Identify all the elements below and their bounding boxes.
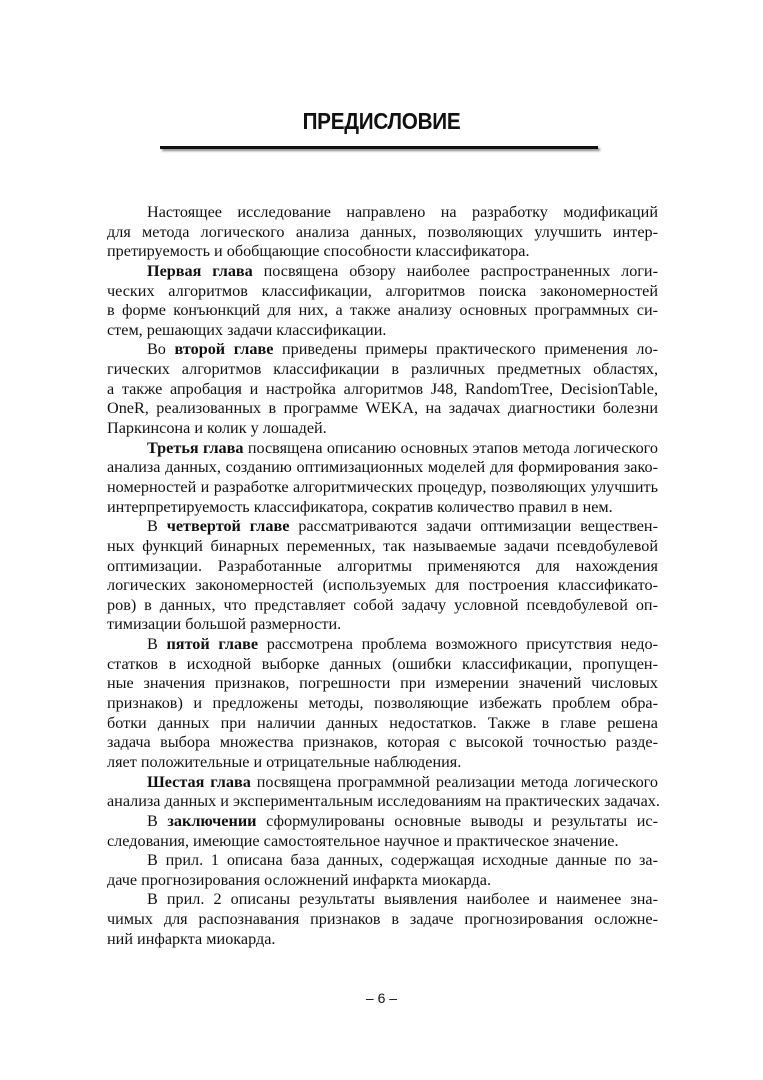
text-line [107, 537, 658, 557]
text-line [107, 615, 658, 635]
text-segment: логических закономерностей (используемых для построения классификато- [107, 576, 658, 595]
bold-text: пятой главе [166, 635, 259, 654]
paragraph [107, 340, 658, 438]
text-line [107, 399, 658, 419]
text-line [107, 714, 658, 734]
text-segment: задача выбора множества признаков, которая с высокой точностью разде- [107, 733, 658, 752]
text-segment: статков в исходной выборке данных (ошибки классификации, пропущен- [107, 654, 658, 673]
text-segment: в форме конъюнкций для них, а также анализу основных программных си- [107, 301, 658, 320]
paragraph [107, 890, 658, 949]
text-segment: приведены примеры практического применения ло- [273, 340, 658, 359]
text-segment: оптимизации. Разработанные алгоритмы применяются для нахождения [107, 556, 658, 575]
text-segment: стем, решающих задачи классификации. [107, 320, 387, 339]
paragraph [107, 635, 658, 772]
text-segment: для метода логического анализа данных, позволяющих улучшить интер- [107, 222, 658, 241]
text-segment: анализа данных и экспериментальным исследованиям на практических задачах. [107, 792, 660, 811]
text-segment: ные значения признаков, погрешности при измерении значений числовых [107, 674, 658, 693]
text-line [107, 262, 658, 282]
text-segment: претируемость и обобщающие способности классификатора. [107, 242, 530, 261]
text-line [107, 576, 658, 596]
bold-text: второй главе [174, 340, 274, 359]
document-body [107, 203, 658, 949]
text-line [107, 242, 658, 262]
text-segment: В прил. 2 описаны результаты выявления наиболее и наименее зна- [147, 890, 658, 909]
text-segment: чимых для распознавания признаков в задаче прогнозирования осложне- [107, 910, 658, 929]
text-line [107, 910, 658, 930]
paragraph [107, 439, 658, 518]
text-line [107, 635, 658, 655]
paragraph [107, 773, 658, 812]
text-line [107, 812, 658, 832]
text-segment: ботки данных при наличии данных недостатков. Также в главе решена [107, 713, 658, 732]
paragraph [107, 851, 658, 890]
text-segment: В прил. 1 описана база данных, содержащая исходные данные по за- [147, 851, 658, 870]
text-line [107, 694, 658, 714]
text-segment: следования, имеющие самостоятельное научное и практическое значение. [107, 831, 619, 850]
text-line [107, 871, 658, 891]
text-line [107, 301, 658, 321]
bold-text: четвертой главе [166, 517, 290, 536]
text-segment: сформулированы основные выводы и результаты ис- [256, 811, 658, 830]
text-line [107, 203, 658, 223]
text-line [107, 655, 658, 675]
bold-text: Третья глава [147, 438, 244, 457]
paragraph [107, 517, 658, 635]
text-segment: даче прогнозирования осложнений инфаркта миокарда. [107, 870, 491, 889]
text-line [107, 439, 658, 459]
text-segment: В [147, 517, 167, 536]
text-line [107, 380, 658, 400]
text-line [107, 223, 658, 243]
text-line [107, 930, 658, 950]
text-segment: анализа данных, созданию оптимизационных моделей для формирования зако- [107, 458, 658, 477]
text-line [107, 773, 658, 793]
text-segment: тимизации большой размерности. [107, 615, 342, 634]
text-line [107, 282, 658, 302]
text-segment: посвящена описанию основных этапов метода логического [243, 438, 658, 457]
page-number: – 6 – [365, 990, 398, 1006]
text-segment: рассматриваются задачи оптимизации веществен- [289, 517, 658, 536]
text-segment: OneR, реализованных в программе WEKA, на задачах диагностики болезни [107, 399, 658, 418]
text-segment: В [147, 635, 167, 654]
text-segment: ров) в данных, что представляет собой задачу условной псевдобулевой оп- [107, 595, 658, 614]
bold-text: заключении [167, 811, 257, 830]
text-segment: ляет положительные и отрицательные наблюдения. [107, 752, 462, 771]
text-segment: Во [147, 340, 175, 359]
bold-text: Шестая глава [147, 772, 251, 791]
paragraph [107, 812, 658, 851]
text-line [107, 458, 658, 478]
text-line [107, 498, 658, 518]
text-line [107, 340, 658, 360]
text-line [107, 517, 658, 537]
text-segment: ческих алгоритмов классификации, алгоритмов поиска закономерностей [107, 281, 658, 300]
text-segment: посвящена обзору наиболее распространенных логи- [252, 261, 658, 280]
text-segment: признаков) и предложены методы, позволяющие избежать проблем обра- [107, 694, 658, 713]
text-segment: гических алгоритмов классификации в различных предметных областях, [107, 360, 658, 379]
text-segment: В [147, 811, 168, 830]
text-line [107, 360, 658, 380]
text-line [107, 596, 658, 616]
text-line [107, 792, 658, 812]
text-line [107, 753, 658, 773]
paragraph [107, 262, 658, 341]
text-segment: Паркинсона и колик у лошадей. [107, 419, 327, 438]
title-underline [160, 146, 598, 149]
text-line [107, 832, 658, 852]
text-segment: посвящена программной реализации метода логического [250, 772, 658, 791]
text-line [107, 557, 658, 577]
text-line [107, 321, 658, 341]
text-segment: ний инфаркта миокарда. [107, 929, 276, 948]
text-line [107, 733, 658, 753]
text-segment: ных функций бинарных переменных, так называемые задачи псевдобулевой [107, 536, 658, 555]
paragraph [107, 203, 658, 262]
bold-text: Первая глава [147, 261, 253, 280]
text-line [107, 478, 658, 498]
text-line [107, 851, 658, 871]
text-segment: Настоящее исследование направлено на разработку модификаций [147, 203, 658, 221]
text-line [107, 890, 658, 910]
page-title: ПРЕДИСЛОВИЕ [302, 108, 461, 134]
text-line [107, 674, 658, 694]
text-segment: интерпретируемость классификатора, сократив количество правил в нем. [107, 497, 613, 516]
text-segment: а также апробация и настройка алгоритмов J48, RandomTree, DecisionTable, [107, 379, 658, 398]
text-segment: рассмотрена проблема возможного присутствия недо- [258, 635, 658, 654]
text-line [107, 419, 658, 439]
text-segment: номерностей и разработке алгоритмических процедур, позволяющих улучшить [107, 477, 658, 496]
